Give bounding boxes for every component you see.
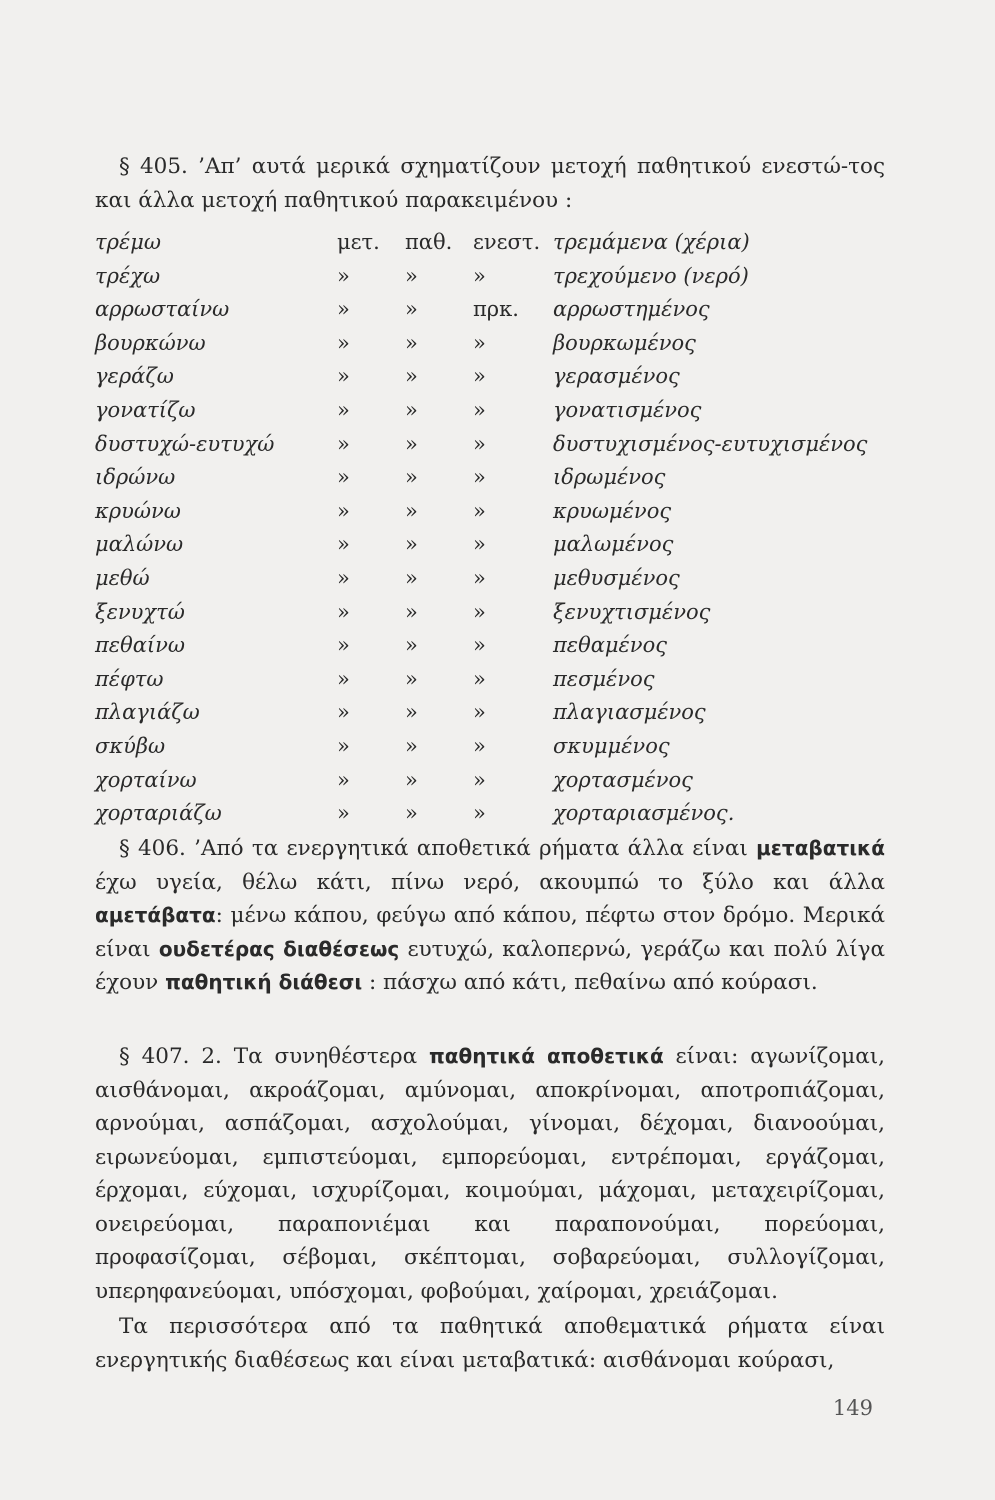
- row-ditto-2: »: [405, 465, 418, 490]
- row-tense: πρκ.: [473, 297, 519, 322]
- closing-text: Τα περισσότερα από τα παθητικά αποθεματικά ρήματα είναι ενεργητικής διαθέσεως και είναι μεταβατικά: αισθάνομαι κούρασι,: [95, 1314, 885, 1373]
- row-verb: βουρκώνω: [95, 330, 206, 355]
- row-participle: αρρωστημένος: [553, 297, 710, 322]
- row-ditto-1: »: [337, 532, 350, 557]
- section-406-text-5: : πάσχω από κάτι, πεθαίνω από κούρασι.: [362, 970, 818, 995]
- row-participle: χορτασμένος: [553, 767, 693, 792]
- row-tense: »: [473, 431, 486, 456]
- row-ditto-1: »: [337, 666, 350, 691]
- row-tense: »: [473, 767, 486, 792]
- row-participle: κρυωμένος: [553, 498, 672, 523]
- row-verb: μεθώ: [95, 565, 150, 590]
- table-row: [95, 801, 895, 835]
- section-405-number: § 405.: [119, 154, 188, 179]
- row-participle: μαλωμένος: [553, 532, 674, 557]
- table-row: [95, 297, 895, 331]
- row-tense: »: [473, 599, 486, 624]
- row-tense: »: [473, 801, 486, 826]
- table-row: [95, 532, 895, 566]
- row-tense: »: [473, 666, 486, 691]
- row-ditto-2: »: [405, 666, 418, 691]
- row-tense: »: [473, 498, 486, 523]
- table-row: [95, 465, 895, 499]
- section-405-text: ’Απ’ αυτά μερικά σχηματίζουν μετοχή παθητικού ενεστώ-τος και άλλα μετοχή παθητικού παρακειμένου :: [95, 154, 885, 213]
- row-ditto-2: »: [405, 565, 418, 590]
- row-ditto-1: »: [337, 397, 350, 422]
- row-participle: χορταριασμένος.: [553, 801, 735, 826]
- row-verb: πλαγιάζω: [95, 700, 200, 725]
- section-406-term-passive: παθητική διάθεσι: [165, 970, 363, 994]
- row-tense: »: [473, 364, 486, 389]
- section-406-term-neutral: ουδετέρας διαθέσεως: [158, 936, 400, 961]
- row-ditto-1: »: [337, 700, 350, 725]
- row-ditto-2: »: [405, 700, 418, 725]
- row-ditto-1: »: [337, 465, 350, 490]
- table-row: [95, 700, 895, 734]
- row-participle: πεθαμένος: [553, 633, 667, 658]
- section-406-number: § 406.: [119, 836, 186, 861]
- row-ditto-1: »: [337, 565, 350, 590]
- row-ditto-1: »: [337, 767, 350, 792]
- row-participle: βουρκωμένος: [553, 330, 696, 355]
- table-row: [95, 566, 895, 600]
- section-407-term: παθητικά αποθετικά: [428, 1044, 664, 1068]
- row-verb: αρρωσταίνω: [95, 297, 230, 322]
- row-ditto-2: »: [405, 364, 418, 389]
- row-ditto-2: »: [405, 498, 418, 523]
- header-col2: μετ.: [337, 230, 380, 254]
- row-tense: »: [473, 465, 486, 490]
- table-row: [95, 734, 895, 768]
- table-body: [95, 264, 895, 835]
- row-verb: ξενυχτώ: [95, 599, 185, 624]
- row-ditto-1: »: [337, 330, 350, 355]
- row-tense: »: [473, 532, 486, 557]
- section-407: [95, 1040, 885, 1308]
- row-participle: γερασμένος: [553, 364, 680, 389]
- row-ditto-2: »: [405, 633, 418, 658]
- table-row: [95, 398, 895, 432]
- table-row: [95, 768, 895, 802]
- row-verb: σκύβω: [95, 733, 166, 758]
- row-ditto-2: »: [405, 431, 418, 456]
- section-406: [95, 832, 885, 1000]
- row-ditto-1: »: [337, 733, 350, 758]
- row-tense: »: [473, 263, 486, 288]
- row-participle: μεθυσμένος: [553, 565, 680, 590]
- section-406-term-transitive: μεταβατικά: [756, 836, 885, 860]
- header-col3: παθ.: [405, 230, 453, 254]
- section-407-text-1: Τα συνηθέστερα: [233, 1044, 429, 1069]
- row-tense: »: [473, 700, 486, 725]
- section-406-text-4: ευτυχώ, καλοπερνώ, γεράζω και πολύ λίγα έχουν: [95, 936, 886, 995]
- page-number: 149: [832, 1396, 873, 1420]
- row-verb: κρυώνω: [95, 498, 181, 523]
- table-row: [95, 667, 895, 701]
- row-ditto-1: »: [337, 599, 350, 624]
- row-ditto-2: »: [405, 733, 418, 758]
- table-row: [95, 264, 895, 298]
- header-verb: τρέμω: [95, 230, 162, 254]
- section-406-text-3: : μένω κάπου, φεύγω από κάπου, πέφτω στον δρόμο. Μερικά είναι: [95, 903, 885, 962]
- row-ditto-2: »: [405, 297, 418, 322]
- row-ditto-1: »: [337, 431, 350, 456]
- section-405: [95, 150, 885, 217]
- row-participle: πλαγιασμένος: [553, 700, 706, 725]
- row-ditto-2: »: [405, 263, 418, 288]
- section-406-term-intransitive: αμετάβατα: [95, 903, 216, 927]
- row-tense: »: [473, 633, 486, 658]
- table-row: [95, 633, 895, 667]
- table-row: [95, 331, 895, 365]
- row-verb: ιδρώνω: [95, 465, 176, 490]
- section-406-text-1: ’Από τα ενεργητικά αποθετικά ρήματα άλλα είναι: [194, 836, 757, 861]
- row-ditto-2: »: [405, 532, 418, 557]
- row-ditto-2: »: [405, 599, 418, 624]
- row-ditto-2: »: [405, 767, 418, 792]
- row-ditto-1: »: [337, 297, 350, 322]
- row-participle: γονατισμένος: [553, 397, 702, 422]
- row-tense: »: [473, 330, 486, 355]
- row-verb: γονατίζω: [95, 397, 196, 422]
- header-form: τρεμάμενα (χέρια): [553, 230, 750, 254]
- row-ditto-2: »: [405, 330, 418, 355]
- row-verb: πέφτω: [95, 666, 164, 691]
- row-participle: ξενυχτισμένος: [553, 599, 711, 624]
- row-verb: δυστυχώ-ευτυχώ: [95, 431, 275, 456]
- section-407-text-2: είναι: αγωνίζομαι, αισθάνομαι, ακροάζομαι, αμύνομαι, αποκρίνομαι, αποτροπιάζομαι, αρνούμαι, ασπάζομαι, ασχολούμαι, γίνομαι, δέχομαι, διανοούμαι, ειρωνεύομαι, εμπιστεύομαι, εμπορεύομαι, εντρέπομαι, εργάζομαι, έρχομαι, εύχομαι, ισχυρίζομαι, κοιμούμαι, μάχομαι, μεταχειρίζομαι, ονειρεύομαι, παραπονιέμαι και παραπονούμαι, πορεύομαι, προφασίζομαι, σέβομαι, σκέπτομαι, σοβαρεύομαι, συλλογίζομαι, υπερηφανεύομαι, υπόσχομαι, φοβούμαι, χαίρομαι, χρειάζομαι.: [95, 1044, 885, 1304]
- table-row: [95, 499, 895, 533]
- row-participle: ιδρωμένος: [553, 465, 666, 490]
- row-tense: »: [473, 733, 486, 758]
- section-407-number: § 407. 2.: [119, 1044, 222, 1069]
- participle-table: [95, 230, 895, 835]
- row-participle: τρεχούμενο (νερό): [553, 263, 749, 288]
- row-verb: γεράζω: [95, 364, 174, 389]
- row-tense: »: [473, 565, 486, 590]
- header-col4: ενεστ.: [473, 230, 541, 254]
- row-participle: σκυμμένος: [553, 733, 670, 758]
- row-ditto-1: »: [337, 364, 350, 389]
- closing-paragraph: [95, 1310, 885, 1377]
- table-row: [95, 432, 895, 466]
- row-verb: χορταίνω: [95, 767, 197, 792]
- row-ditto-1: »: [337, 801, 350, 826]
- row-participle: πεσμένος: [553, 666, 655, 691]
- row-tense: »: [473, 397, 486, 422]
- row-ditto-2: »: [405, 801, 418, 826]
- row-verb: πεθαίνω: [95, 633, 186, 658]
- table-header-row: [95, 230, 895, 264]
- row-verb: τρέχω: [95, 263, 161, 288]
- table-row: [95, 600, 895, 634]
- row-ditto-1: »: [337, 633, 350, 658]
- section-406-text-2: έχω υγεία, θέλω κάτι, πίνω νερό, ακουμπώ το ξύλο και άλλα: [95, 869, 885, 895]
- row-verb: χορταριάζω: [95, 801, 222, 826]
- row-verb: μαλώνω: [95, 532, 184, 557]
- row-ditto-1: »: [337, 498, 350, 523]
- row-participle: δυστυχισμένος-ευτυχισμένος: [553, 431, 868, 456]
- row-ditto-1: »: [337, 263, 350, 288]
- table-row: [95, 364, 895, 398]
- row-ditto-2: »: [405, 397, 418, 422]
